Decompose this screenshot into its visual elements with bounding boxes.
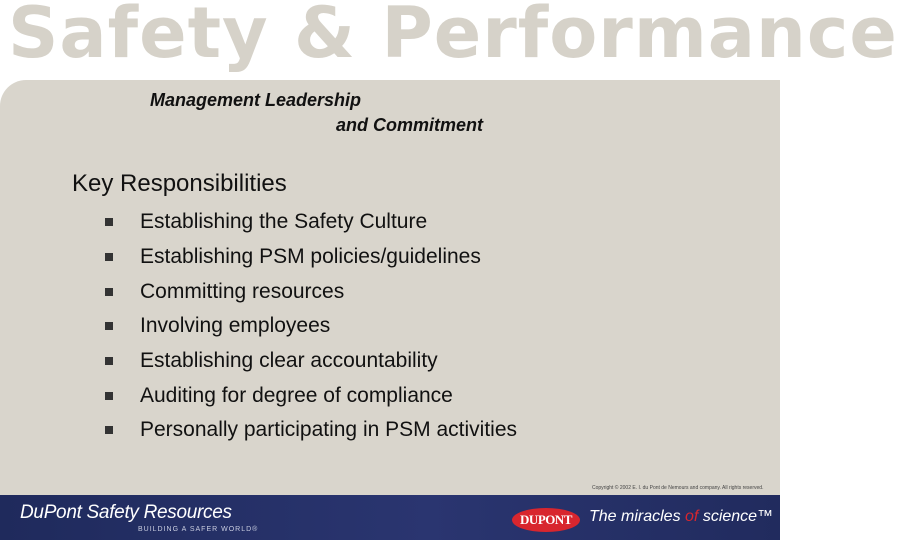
dupont-logo xyxy=(512,508,580,532)
list-item xyxy=(105,344,517,379)
bullet-text: Involving employees xyxy=(140,314,331,338)
bullet-text: Committing resources xyxy=(140,279,345,303)
bullet-text: Personally participating in PSM activities xyxy=(140,418,517,442)
slogan-of: of xyxy=(685,508,699,525)
square-bullet-icon xyxy=(105,253,113,261)
list-item xyxy=(105,378,517,413)
footer-tagline: BUILDING A SAFER WORLD® xyxy=(138,526,259,533)
footer-brand: DuPont Safety Resources xyxy=(20,502,232,523)
bullet-text: Establishing PSM policies/guidelines xyxy=(140,245,481,269)
subtitle-line-1: Management Leadership xyxy=(150,90,362,110)
square-bullet-icon xyxy=(105,218,113,226)
bullet-list xyxy=(105,205,517,448)
list-item xyxy=(105,413,517,448)
square-bullet-icon xyxy=(105,288,113,296)
slogan-pre: The miracles xyxy=(589,508,686,525)
section-heading: Key Responsibilities xyxy=(72,170,287,197)
square-bullet-icon xyxy=(105,357,113,365)
copyright-notice: Copyright © 2002 E. I. du Pont de Nemours and company. All rights reserved. xyxy=(592,485,764,491)
list-item xyxy=(105,309,517,344)
list-item xyxy=(105,205,517,240)
list-item xyxy=(105,240,517,275)
square-bullet-icon xyxy=(105,426,113,434)
square-bullet-icon xyxy=(105,392,113,400)
bullet-text: Establishing the Safety Culture xyxy=(140,210,428,234)
logo-text: DUPONT xyxy=(520,512,572,527)
slogan-post: science™ xyxy=(698,508,774,525)
bullet-text: Auditing for degree of compliance xyxy=(140,383,453,407)
slogan xyxy=(589,508,773,526)
bullet-text: Establishing clear accountability xyxy=(140,349,438,373)
subtitle-line-2: and Commitment xyxy=(336,115,484,135)
square-bullet-icon xyxy=(105,322,113,330)
slide-title-watermark: Safety & Performance xyxy=(8,0,898,74)
list-item xyxy=(105,274,517,309)
